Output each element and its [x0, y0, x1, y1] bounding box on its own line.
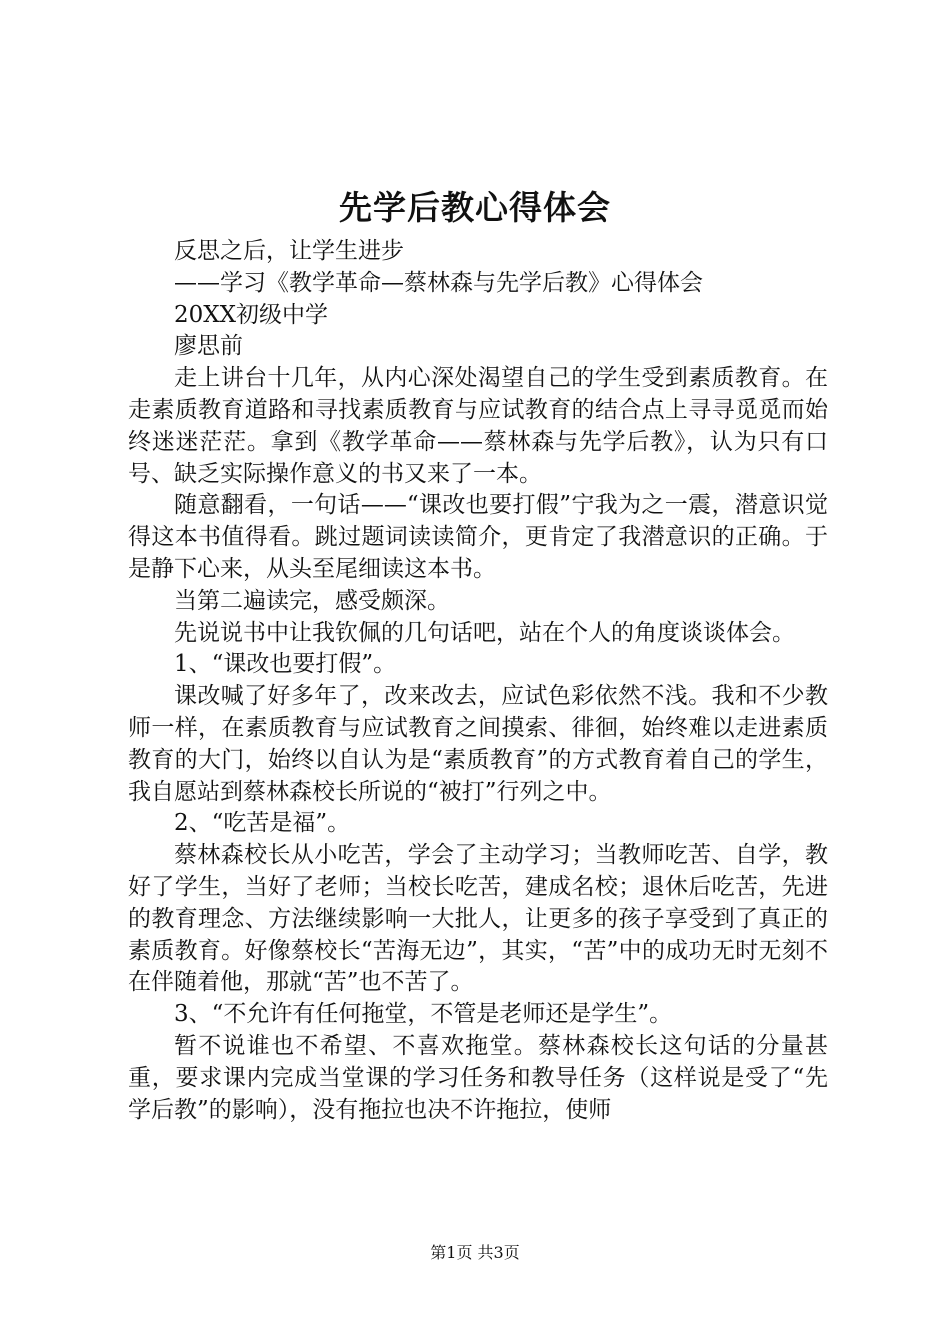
school-line: 20XX初级中学 [174, 301, 329, 328]
paragraph: 随意翻看，一句话——“课改也要打假”宁我为之一震，潜意识觉得这本书值得看。跳过题词读读简介，更肯定了我潜意识的正确。于是静下心来，从头至尾细读这本书。 [128, 492, 828, 582]
document-body [128, 236, 828, 1126]
paragraph: 走上讲台十几年，从内心深处渴望自己的学生受到素质教育。在走素质教育道路和寻找素质教育与应试教育的结合点上寻寻觅觅而始终迷迷茫茫。拿到《教学革命——蔡林森与先学后教》，认为只有口号、缺乏实际操作意义的书又来了一本。 [128, 365, 828, 487]
document-title: 先学后教心得体会 [339, 188, 611, 227]
section-heading: 3、“不允许有任何拖堂，不管是老师还是学生”。 [174, 1001, 673, 1028]
section-heading: 2、“吃苦是福”。 [174, 810, 351, 837]
subtitle-line: 反思之后，让学生进步 [174, 238, 404, 264]
subtitle-book-line: ——学习《教学革命—蔡林森与先学后教》心得体会 [174, 269, 703, 296]
section-heading: 1、“课改也要打假”。 [174, 651, 397, 678]
page-footer: 第1页 共3页 [430, 1243, 520, 1262]
paragraph: 课改喊了好多年了，改来改去，应试色彩依然不浅。我和不少教师一样，在素质教育与应试教育之间摸索、徘徊，始终难以走进素质教育的大门，始终以自认为是“素质教育”的方式教育着自己的学生，我自愿站到蔡林森校长所说的“被打”行列之中。 [128, 683, 828, 805]
author-line: 廖思前 [174, 333, 243, 360]
paragraph: 蔡林森校长从小吃苦，学会了主动学习；当教师吃苦、自学，教好了学生，当好了老师；当校长吃苦，建成名校；退休后吃苦，先进的教育理念、方法继续影响一大批人，让更多的孩子享受到了真正的素质教育。好像蔡校长“苦海无边”，其实，“苦”中的成功无时无刻不在伴随着他，那就“苦”也不苦了。 [128, 842, 828, 996]
paragraph: 暂不说谁也不希望、不喜欢拖堂。蔡林森校长这句话的分量甚重，要求课内完成当堂课的学习任务和教导任务（这样说是受了“先学后教”的影响），没有拖拉也决不许拖拉，使师 [128, 1032, 828, 1123]
paragraph: 先说说书中让我钦佩的几句话吧，站在个人的角度谈谈体会。 [174, 619, 795, 646]
paragraph: 当第二遍读完，感受颇深。 [174, 587, 450, 614]
